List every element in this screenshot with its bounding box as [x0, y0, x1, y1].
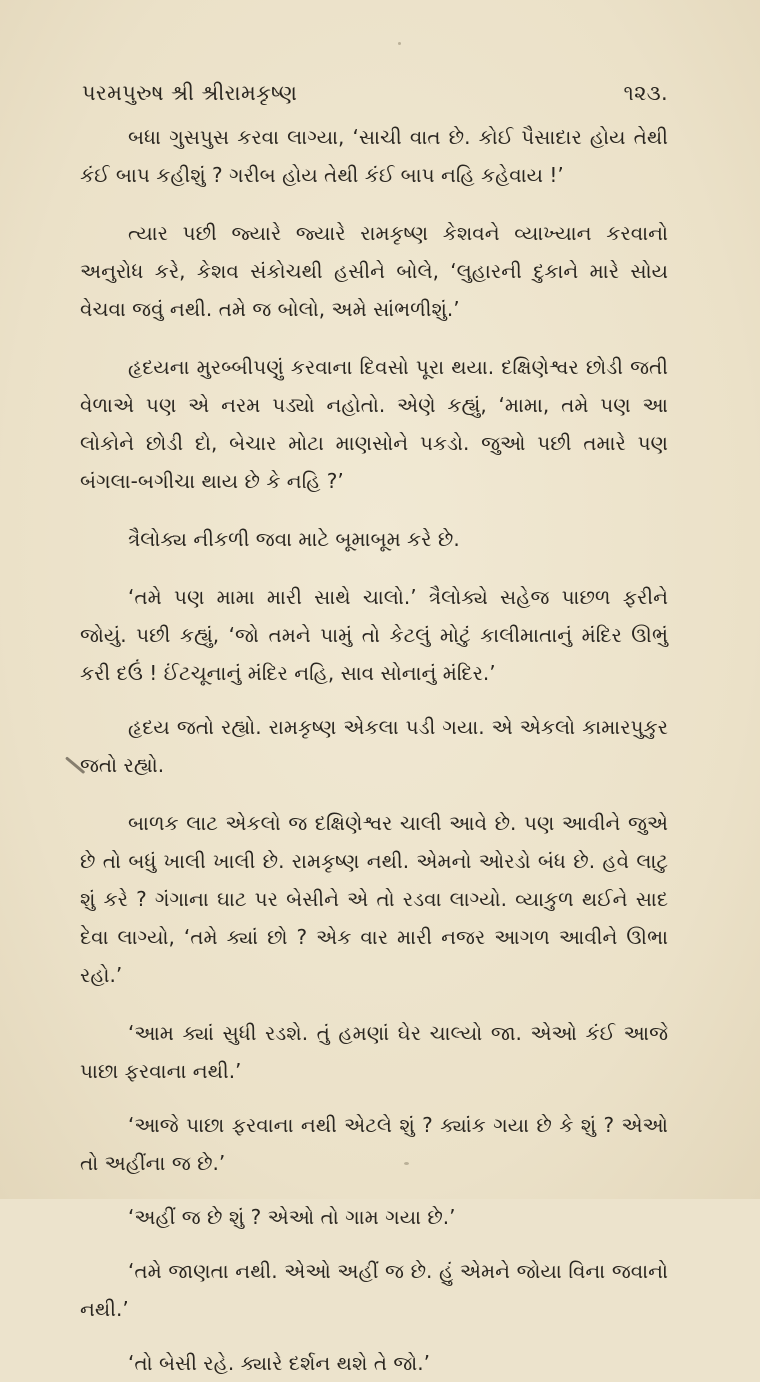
paper-speck	[398, 42, 401, 45]
paragraph: હૃદય જતો રહ્યો. રામકૃષ્ણ એકલા પડી ગયા. એ એકલો કામારપુકુર જતો રહ્યો.	[80, 715, 668, 777]
paragraph: ‘અહીં જ છે શું ? એઓ તો ગામ ગયા છે.’	[128, 1205, 456, 1229]
running-header	[82, 76, 668, 110]
paragraph: ‘તમે જાણતા નથી. એઓ અહીં જ છે. હું એમને જોયા વિના જવાનો નથી.’	[80, 1259, 668, 1321]
page-number: ૧૨૩.	[623, 80, 668, 105]
paragraph: ત્યાર પછી જ્યારે જ્યારે રામકૃષ્ણ કેશવને વ્યાખ્યાન કરવાનો અનુરોધ કરે, કેશવ સંકોચથી હસીને બોલે, ‘લુહારની દુકાને મારે સોય વેચવા જવું નથી. તમે જ બોલો, અમે સાંભળીશું.’	[80, 221, 668, 321]
paragraph: ‘આમ ક્યાં સુધી રડશે. તું હમણાં ઘેર ચાલ્યો જા. એઓ કંઈ આજે પાછા ફરવાના નથી.’	[80, 1021, 668, 1083]
paragraph: ત્રૈલોક્ય નીકળી જવા માટે બૂમાબૂમ કરે છે.	[128, 527, 460, 551]
paragraph: બાળક લાટ એકલો જ દક્ષિણેશ્વર ચાલી આવે છે. પણ આવીને જુએ છે તો બધું ખાલી ખાલી છે. રામકૃષ્ણ નથી. એમનો ઓરડો બંધ છે. હવે લાટુ શું કરે ? ગંગાના ઘાટ પર બેસીને એ તો રડવા લાગ્યો. વ્યાકુળ થઈને સાદ દેવા લાગ્યો, ‘તમે ક્યાં છો ? એક વાર મારી નજર આગળ આવીને ઊભા રહો.’	[80, 811, 668, 987]
paragraph: ‘આજે પાછા ફરવાના નથી એટલે શું ? ક્યાંક ગયા છે કે શું ? એઓ તો અહીંના જ છે.’	[80, 1113, 668, 1175]
paragraph: ‘તો બેસી રહે. ક્યારે દર્શન થશે તે જો.’	[128, 1351, 430, 1375]
paper-speck	[404, 1162, 409, 1165]
paragraph: બધા ગુસપુસ કરવા લાગ્યા, ‘સાચી વાત છે. કોઈ પૈસાદાર હોય તેથી કંઈ બાપ કહીશું ? ગરીબ હોય તેથી કંઈ બાપ નહિ કહેવાય !’	[80, 125, 668, 187]
running-title: પરમપુરુષ શ્રી શ્રીરામકૃષ્ણ	[82, 80, 298, 105]
body-text	[80, 118, 668, 1382]
paragraph: ‘તમે પણ મામા મારી સાથે ચાલો.’ ત્રૈલોક્યે સહેજ પાછળ ફરીને જોયું. પછી કહ્યું, ‘જો તમને પામું તો કેટલું મોટું કાલીમાતાનું મંદિર ઊભું કરી દઉં ! ઈંટચૂનાનું મંદિર નહિ, સાવ સોનાનું મંદિર.’	[80, 585, 668, 685]
paragraph: હૃદયના મુરબ્બીપણું કરવાના દિવસો પૂરા થયા. દક્ષિણેશ્વર છોડી જતી વેળાએ પણ એ નરમ પડ્યો નહોતો. એણે કહ્યું, ‘મામા, તમે પણ આ લોકોને છોડી દો, બેચાર મોટા માણસોને પકડો. જુઓ પછી તમારે પણ બંગલા-બગીચા થાય છે કે નહિ ?’	[80, 355, 668, 493]
